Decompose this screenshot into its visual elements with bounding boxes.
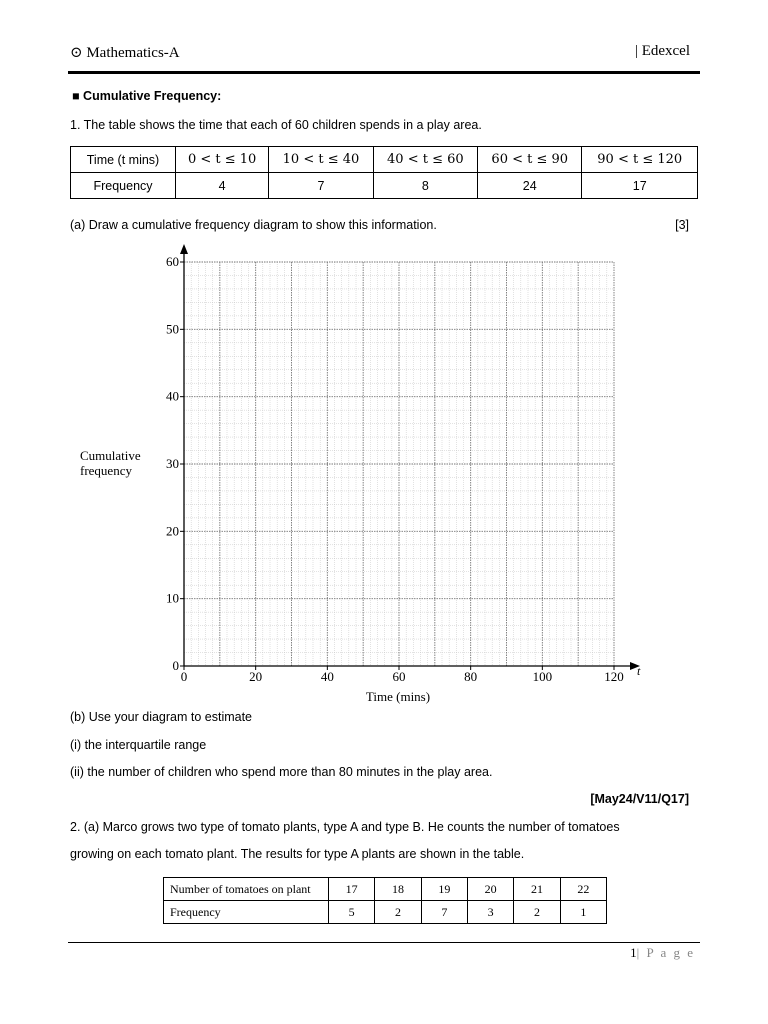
frequency-cell: 2	[514, 901, 560, 924]
frequency-header-cell: Frequency	[71, 173, 176, 199]
footer-rule	[68, 942, 700, 943]
frequency-header-cell: Frequency	[164, 901, 329, 924]
x-tick-label: 0	[180, 669, 188, 684]
y-axis-label-line1: Cumulative	[80, 448, 141, 463]
interval-cell: 0 < t ≤ 10	[176, 147, 269, 173]
q2-line-2: growing on each tomato plant. The results for type A plants are shown in the table.	[70, 847, 525, 861]
q1-part-b: (b) Use your diagram to estimate	[70, 710, 253, 724]
interval-cell: 40 < t ≤ 60	[373, 147, 477, 173]
y-tick-label: 20	[166, 523, 179, 539]
value-cell: 19	[421, 878, 467, 901]
page-label: | P a g e	[636, 945, 695, 960]
section-title: Cumulative Frequency:	[83, 89, 222, 103]
frequency-cell: 2	[375, 901, 421, 924]
y-tick-label: 50	[166, 321, 179, 337]
x-tick-label: 80	[464, 669, 478, 684]
tomatoes-header-cell: Number of tomatoes on plant	[164, 878, 329, 901]
q2-line-1: 2. (a) Marco grows two type of tomato plants, type A and type B. He counts the number of tomatoes	[70, 820, 620, 834]
page-footer	[630, 945, 695, 961]
value-cell: 17	[329, 878, 375, 901]
frequency-cell: 17	[582, 173, 698, 199]
interval-cell: 60 < t ≤ 90	[478, 147, 582, 173]
value-cell: 21	[514, 878, 560, 901]
header-board: | Edexcel	[634, 43, 690, 59]
frequency-cell: 3	[467, 901, 513, 924]
x-tick-label: 60	[392, 669, 406, 684]
y-tick-label: 30	[166, 456, 179, 471]
table-row	[164, 878, 607, 901]
y-tick-label: 0	[172, 658, 179, 673]
frequency-cell: 7	[421, 901, 467, 924]
frequency-cell: 1	[560, 901, 606, 924]
frequency-cell: 7	[269, 173, 373, 199]
page-number: 1	[630, 945, 637, 960]
y-tick-label: 40	[166, 388, 179, 404]
header-title: Mathematics-A	[86, 45, 180, 61]
value-cell: 22	[560, 878, 606, 901]
table-row	[164, 901, 607, 924]
q1-part-a-marks: [3]	[675, 218, 689, 232]
frequency-cell: 4	[176, 173, 269, 199]
time-header-cell: Time (t mins)	[71, 147, 176, 173]
x-tick-label: 40	[320, 669, 334, 684]
q1-part-a: (a) Draw a cumulative frequency diagram to show this information.	[70, 218, 437, 232]
y-axis-label-line2: frequency	[80, 463, 132, 478]
x-tick-label: 120	[604, 669, 624, 684]
square-bullet-icon: ■	[72, 89, 80, 103]
circled-dot-icon: ⊙	[70, 45, 83, 61]
interval-cell: 90 < t ≤ 120	[582, 147, 698, 173]
q1-part-b-ii: (ii) the number of children who spend more than 80 minutes in the play area.	[70, 765, 493, 779]
frequency-cell: 8	[373, 173, 477, 199]
value-cell: 18	[375, 878, 421, 901]
q1-part-b-i: (i) the interquartile range	[70, 738, 207, 752]
x-axis-label: Time (mins)	[365, 689, 431, 704]
q1-intro: 1. The table shows the time that each of 60 children spends in a play area.	[70, 118, 482, 132]
frequency-cell: 5	[329, 901, 375, 924]
y-tick-label: 10	[166, 590, 179, 606]
frequency-cell: 24	[478, 173, 582, 199]
x-tick-label: 20	[249, 669, 263, 684]
interval-cell: 10 < t ≤ 40	[269, 147, 373, 173]
x-axis-variable: t	[637, 664, 641, 678]
x-tick-label: 100	[532, 669, 553, 684]
y-axis-arrow-icon	[180, 244, 188, 254]
value-cell: 20	[467, 878, 513, 901]
question-reference: [May24/V11/Q17]	[590, 792, 689, 806]
y-tick-label: 60	[166, 254, 179, 269]
q2-tomato-table	[163, 877, 607, 924]
chart-ticks	[166, 254, 624, 684]
